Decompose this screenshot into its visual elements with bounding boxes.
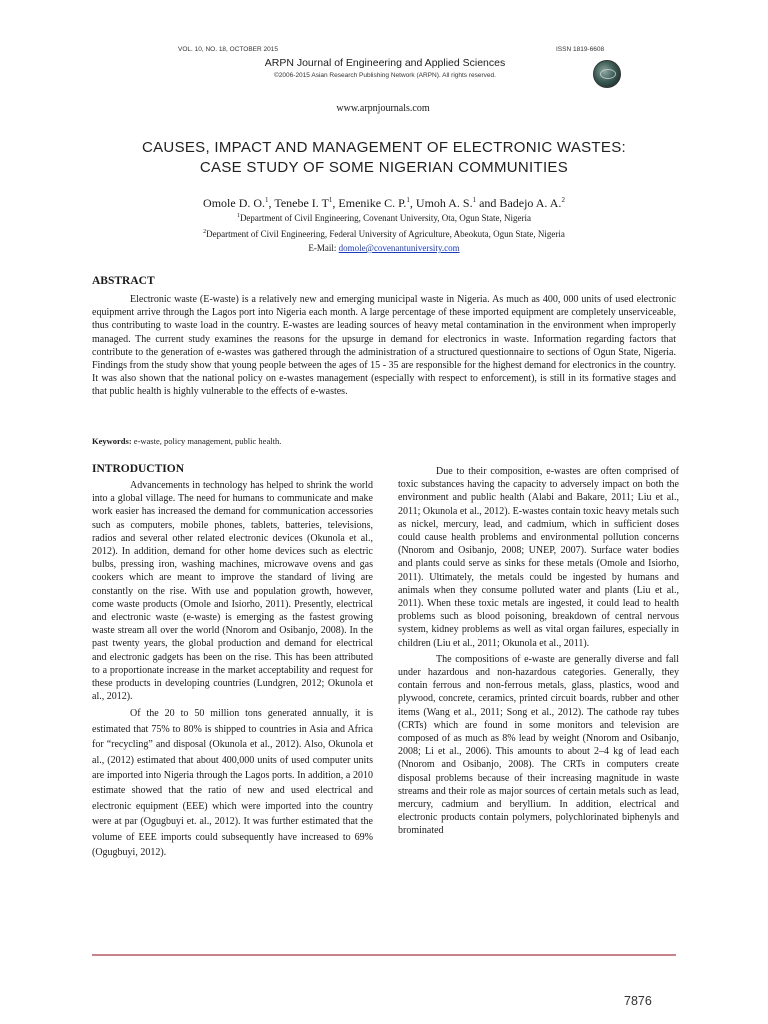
issn: ISSN 1819-6608	[556, 46, 605, 53]
author-list	[84, 196, 684, 211]
journal-logo-icon	[593, 60, 621, 88]
author-5-sup: 2	[561, 196, 565, 204]
affiliation-1-sup: 1	[236, 213, 240, 219]
email-label: E-Mail:	[308, 243, 339, 253]
affiliation-1	[84, 213, 684, 223]
author-4: , Umoh A. S.	[409, 196, 473, 210]
keywords-label: Keywords:	[92, 436, 132, 446]
author-1-sup: 1	[265, 196, 269, 204]
author-3: , Emenike C. P.	[332, 196, 407, 210]
keywords-value: e-waste, policy management, public health.	[131, 436, 282, 446]
intro-paragraph-4: The compositions of e-waste are generally diverse and fall under hazardous and non-hazardous categories. Generally, they contain ferrous and non-ferrous metals, glass, plastics, wood and plywood, concrete, ceramics, printed circuit boards, rubber and other items (Wang et al., 2011; Song et al., 2012). The cathode ray tubes (CRTs) which are found in some monitors and television are composed of as much as 8% lead by weight (Nnorom and Osibanjo, 2008; Li et al., 2006). This amounts to about 2–4 kg of lead each (Nnorom and Osibanjo, 2008). The CRTs in computers create disposal problems because of their increasing magnitude in waste streams and their role as major sources of certain metals such as lead, mercury, cadmium and beryllium. In addition, electrical and electronic products contain polymers, polychlorinated biphenyls and brominated	[398, 653, 679, 837]
author-4-sup: 1	[472, 196, 477, 204]
author-2: , Tenebe I. T	[268, 196, 329, 210]
paper-title-line1: CAUSES, IMPACT AND MANAGEMENT OF ELECTRONIC WASTES:	[142, 139, 626, 156]
author-3-sup: 1	[406, 196, 410, 204]
journal-website[interactable]: www.arpnjournals.com	[336, 103, 430, 114]
right-column	[398, 465, 679, 838]
email-line	[84, 243, 684, 253]
affiliation-2	[84, 229, 684, 239]
paper-title-line2: CASE STUDY OF SOME NIGERIAN COMMUNITIES	[199, 159, 569, 176]
abstract-text: Electronic waste (E-waste) is a relatively new and emerging municipal waste in Nigeria. As much as 400, 000 units of used electronic equipment arrive through the Lagos port into Nigeria each month. A large percentage of these imported equipment are completely unserviceable, thus contributing to waste load in the country. E-wastes are leading sources of heavy metal contamination in the environment when improperly managed. The current study examines the reasons for the upsurge in demand for electronics in waste. Information regarding factors that contribute to the generation of e-wastes was gathered through the administration of a structured questionnaire to sections of Ogun State, Nigeria. Findings from the study show that young people between the ages of 15 - 35 are responsible for the highest demand for electronics in the country. It was also shown that the national policy on e-wastes management (especially with respect to enforcement), is still in its formative stages and that public health is highly vulnerable to the effects of e-wastes.	[92, 294, 676, 398]
intro-paragraph-2: Of the 20 to 50 million tons generated annually, it is estimated that 75% to 80% is shipped to countries in Asia and Africa for “recycling” and disposal (Okunola et al., 2012). Also, Okunola et al., (2012) estimated that about 400,000 units of used computer units are imported into Nigeria through the Lagos ports. In addition, a 2010 estimate showed that the ratio of new and used electrical and electronic equipment (EEE) which were imported into the country were at par (Ogugbuyi et. al., 2012). It was further estimated that the volume of EEE imports could subsequently have increased to 69% (Ogugbuyi, 2012).	[92, 708, 373, 859]
introduction-heading: INTRODUCTION	[92, 463, 185, 475]
abstract-heading: ABSTRACT	[92, 275, 155, 287]
intro-paragraph-3: Due to their composition, e-wastes are often comprised of toxic substances having the capacity to adversely impact on both the environment and public health (Alabi and Bakare, 2011; Liu et al., 2011; Okunola et al., 2012). E-wastes contain toxic heavy metals such as nickel, mercury, lead, and cadmium, which in sufficient doses could cause health problems and environmental pollution concerns (Nnorom and Osibanjo, 2008; UNEP, 2007). Surface water bodies and plants could serve as sinks for these metals (Omole and Isiorho, 2011). Ultimately, the metals could be ingested by humans and animals when they consume polluted water and plants (Liu et al., 2011). When these toxic metals are ingested, it could lead to health problems such as blood poisoning, breakdown of central nervous system, kidney problems as well as vital organ failures, especially in children (Liu et al., 2011; Okunola et al., 2011).	[398, 466, 679, 649]
keywords-line	[92, 436, 281, 446]
affiliation-2-sup: 2	[203, 229, 207, 235]
volume-issue: VOL. 10, NO. 18, OCTOBER 2015	[178, 46, 278, 53]
footer-divider	[92, 954, 676, 956]
affiliation-1-text: Department of Civil Engineering, Covenant University, Ota, Ogun State, Nigeria	[239, 213, 532, 223]
author-1: Omole D. O.	[203, 196, 266, 210]
affiliation-2-text: Department of Civil Engineering, Federal University of Agriculture, Abeokuta, Ogun State, Nigeria	[206, 229, 565, 239]
email-link[interactable]: domole@covenantuniversity.com	[338, 243, 460, 253]
copyright-line: ©2006-2015 Asian Research Publishing Network (ARPN). All rights reserved.	[274, 72, 496, 79]
journal-name: ARPN Journal of Engineering and Applied Sciences	[264, 57, 506, 69]
author-5: and Badejo A. A.	[476, 196, 562, 210]
left-column	[92, 479, 373, 861]
intro-paragraph-1: Advancements in technology has helped to shrink the world into a global village. The need for humans to communicate and make work easier has increased the demand for communication accessories such as computers, mobile phones, tablets, batteries, televisions, radios and several other related electronic devices (Okunola et al., 2012). In addition, demand for other home devices such as electric bulbs, pressing iron, washing machines, microwave ovens and gas cookers which are meant to improve the standard of living are constantly on the rise. With use and population growth, however, come waste products (Omole and Isiorho, 2011). Presently, electrical and electronic waste (e-waste) is emerging as the fastest growing waste stream all over the world (Nnorom and Osibanjo, 2008). In the past twenty years, the global production and demand for electrical and electronic gadgets has been on the rise. This has been attributed to a proportionate increase in the market acceptability and request for these products in developing countries (Lundgren, 2012; Okunola et al., 2012).	[92, 480, 373, 703]
author-2-sup: 1	[328, 196, 333, 204]
page-number: 7876	[624, 994, 652, 1008]
